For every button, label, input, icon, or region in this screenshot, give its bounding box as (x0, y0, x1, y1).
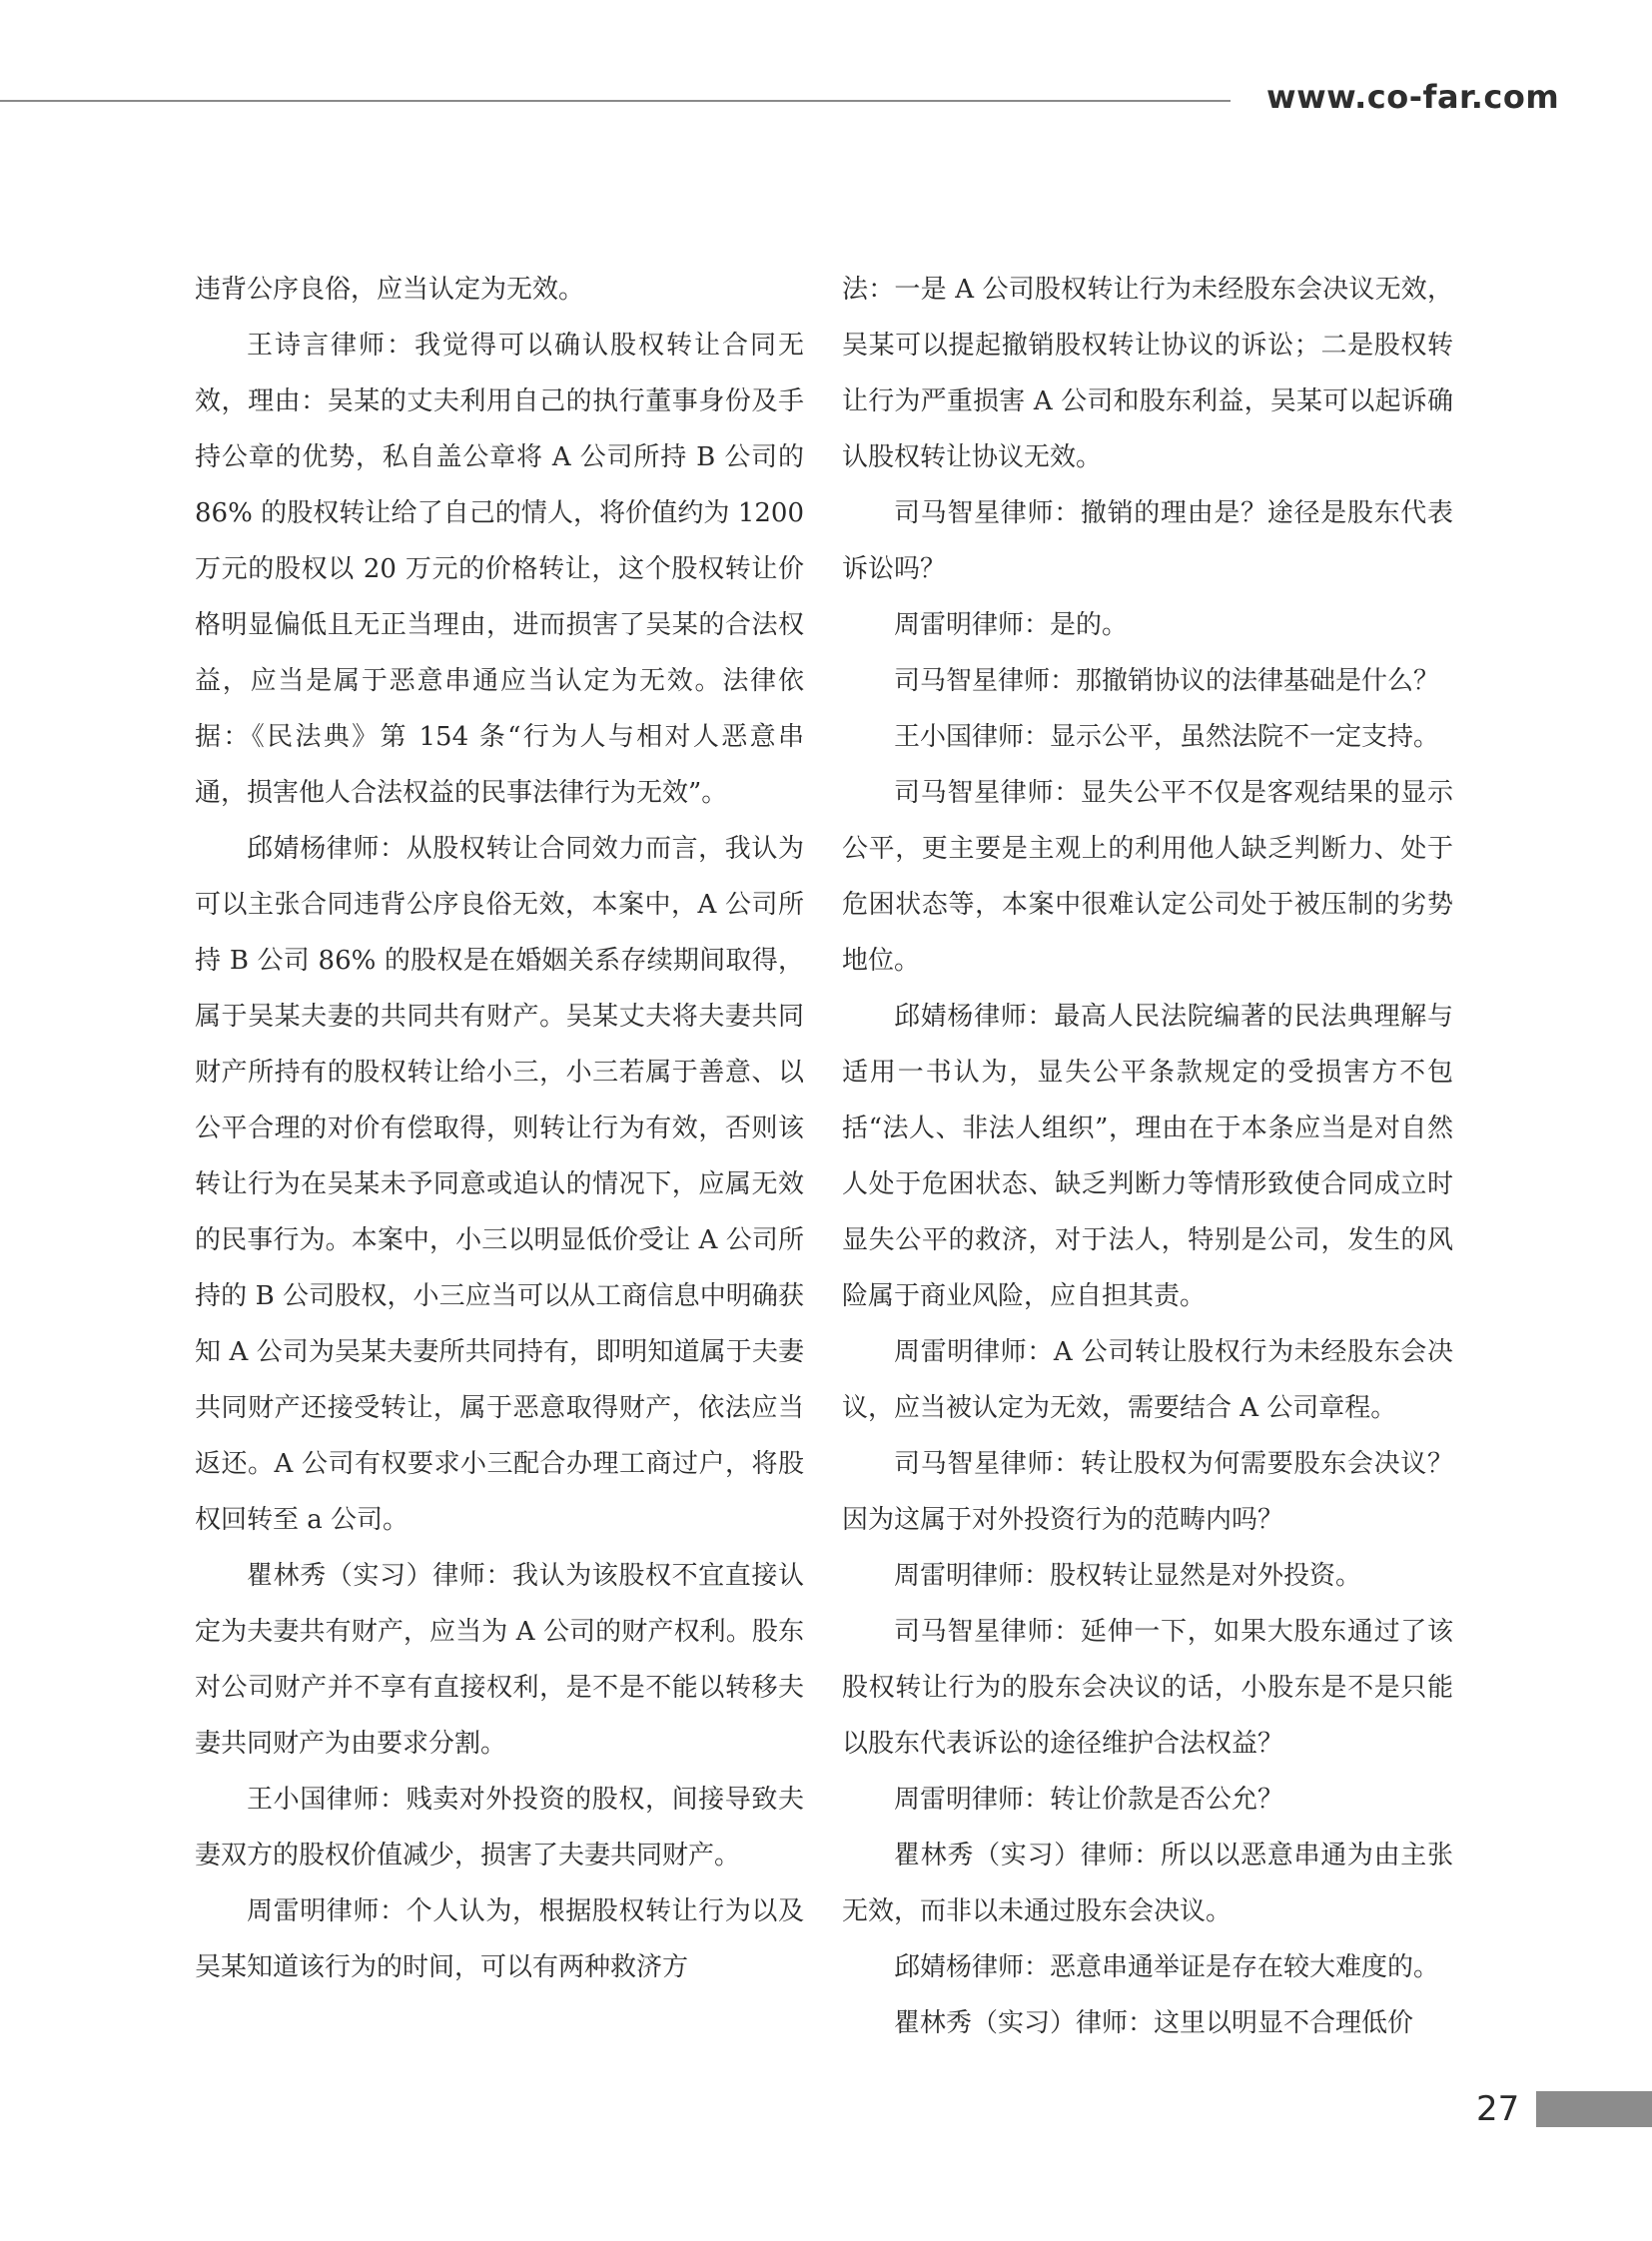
paragraph: 周雷明律师：股权转让显然是对外投资。 (894, 1561, 1362, 1591)
paragraph: 违背公序良俗，应当认定为无效。 (195, 275, 585, 305)
paragraph: 司马智星律师：显失公平不仅是客观结果的显示公平，更主要是主观上的利用他人缺乏判断力、处于危困状态等，本案中很难认定公司处于被压制的劣势地位。 (842, 778, 1453, 976)
paragraph: 邱婧杨律师：最高人民法院编著的民法典理解与适用一书认为，显失公平条款规定的受损害方不包括“法人、非法人组织”，理由在于本条应当是对自然人处于危困状态、缺乏判断力等情形致使合同成立时显失公平的救济，对于法人，特别是公司，发生的风险属于商业风险，应自担其责。 (842, 1002, 1453, 1311)
page-number: 27 (1476, 2089, 1520, 2129)
paragraph: 邱婧杨律师：从股权转让合同效力而言，我认为可以主张合同违背公序良俗无效，本案中，A 公司所持 B 公司 86% 的股权是在婚姻关系存续期间取得，属于吴某夫妻的共同共有财产。吴某丈夫将夫妻共同财产所持有的股权转让给小三，小三若属于善意、以公平合理的对价有偿取得，则转让行为有效，否则该转让行为在吴某未予同意或追认的情况下，应属无效的民事行为。本案中，小三以明显低价受让 A 公司所持的 B 公司股权，小三应当可以从工商信息中明确获知 A 公司为吴某夫妻所共同持有，即明知道属于夫妻共同财产还接受转让，属于恶意取得财产，依法应当返还。A 公司有权要求小三配合办理工商过户，将股权回转至 a 公司。 (195, 834, 804, 1535)
paragraph: 周雷明律师：是的。 (894, 610, 1129, 640)
paragraph: 司马智星律师：延伸一下，如果大股东通过了该股权转让行为的股东会决议的话，小股东是不是只能以股东代表诉讼的途径维护合法权益？ (842, 1617, 1453, 1759)
paragraph: 王诗言律师：我觉得可以确认股权转让合同无效，理由：吴某的丈夫利用自己的执行董事身份及手持公章的优势，私自盖公章将 A 公司所持 B 公司的 86% 的股权转让给了自己的情人，将价值约为 1200 万元的股权以 20 万元的价格转让，这个股权转让价格明显偏低且无正当理由，进而损害了吴某的合法权益，应当是属于恶意串通应当认定为无效。法律依据：《民法典》第 154 条“行为人与相对人恶意串通，损害他人合法权益的民事法律行为无效”。 (195, 331, 804, 808)
header-rule (0, 100, 1231, 102)
paragraph: 王小国律师：贱卖对外投资的股权，间接导致夫妻双方的股权价值减少，损害了夫妻共同财产。 (195, 1785, 804, 1870)
paragraph: 瞿林秀（实习）律师：这里以明显不合理低价 (894, 2008, 1414, 2038)
paragraph: 司马智星律师：转让股权为何需要股东会决议？因为这属于对外投资行为的范畴内吗？ (842, 1449, 1453, 1535)
paragraph: 司马智星律师：那撤销协议的法律基础是什么？ (894, 666, 1440, 696)
right-column (842, 262, 1453, 2051)
paragraph: 王小国律师：显示公平，虽然法院不一定支持。 (894, 722, 1440, 752)
paragraph: 周雷明律师：个人认为，根据股权转让行为以及吴某知道该行为的时间，可以有两种救济方 (195, 1896, 804, 1982)
page-number-tab (1536, 2091, 1652, 2127)
paragraph: 周雷明律师：A 公司转让股权行为未经股东会决议，应当被认定为无效，需要结合 A 公司章程。 (842, 1337, 1453, 1423)
left-column (195, 262, 804, 1995)
paragraph: 司马智星律师：撤销的理由是？途径是股东代表诉讼吗？ (842, 498, 1453, 584)
paragraph: 瞿林秀（实习）律师：所以以恶意串通为由主张无效，而非以未通过股东会决议。 (842, 1841, 1453, 1926)
paragraph: 法：一是 A 公司股权转让行为未经股东会决议无效，吴某可以提起撤销股权转让协议的诉讼；二是股权转让行为严重损害 A 公司和股东利益，吴某可以起诉确认股权转让协议无效。 (842, 275, 1453, 472)
paragraph: 周雷明律师：转让价款是否公允？ (894, 1785, 1284, 1815)
paragraph: 瞿林秀（实习）律师：我认为该股权不宜直接认定为夫妻共有财产，应当为 A 公司的财产权利。股东对公司财产并不享有直接权利，是不是不能以转移夫妻共同财产为由要求分割。 (195, 1561, 804, 1759)
paragraph: 邱婧杨律师：恶意串通举证是存在较大难度的。 (894, 1952, 1440, 1982)
site-url: www.co-far.com (1266, 78, 1560, 116)
